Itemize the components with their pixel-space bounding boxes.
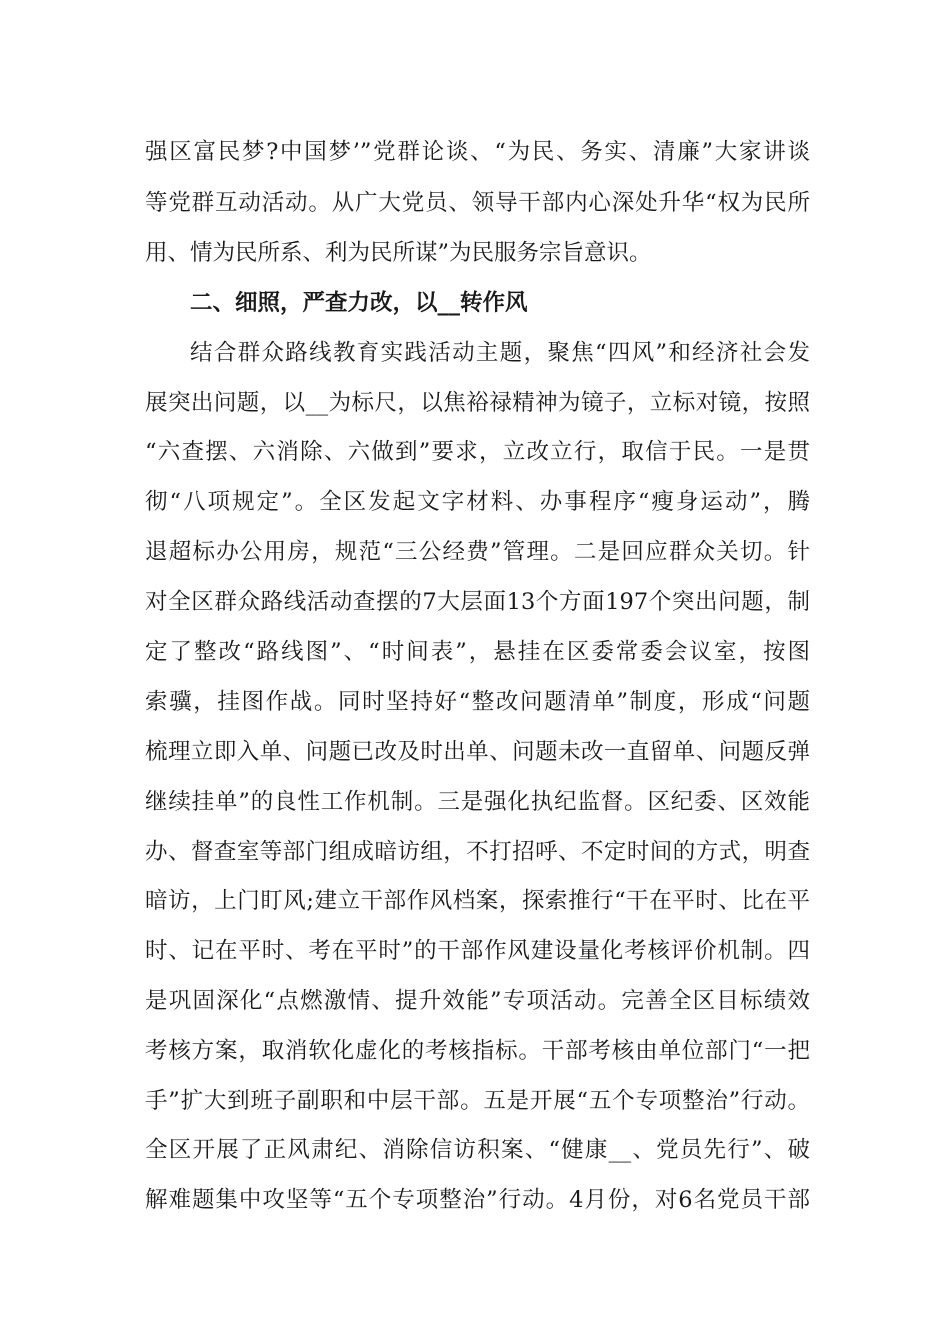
paragraph-line: 等党群互动活动。从广大党员、领导干部内心深处升华“权为民所 — [145, 190, 810, 216]
paragraph-line: 展突出问题，以__为标尺，以焦裕禄精神为镜子，立标对镜，按照 — [145, 390, 810, 416]
paragraph-line: 索骥，挂图作战。同时坚持好“整改问题清单”制度，形成“问题 — [145, 689, 810, 715]
paragraph-line: 继续挂单”的良性工作机制。三是强化执纪监督。区纪委、区效能 — [145, 789, 810, 815]
paragraph-line: 定了整改“路线图”、“时间表”，悬挂在区委常委会议室，按图 — [145, 639, 810, 665]
paragraph-line: 彻“八项规定”。全区发起文字材料、办事程序“瘦身运动”，腾 — [145, 489, 810, 515]
paragraph-line: 对全区群众路线活动查摆的7大层面13个方面197个突出问题，制 — [145, 589, 810, 615]
paragraph-line: 办、督查室等部门组成暗访组，不打招呼、不定时间的方式，明查 — [145, 839, 810, 865]
paragraph-line: 考核方案，取消软化虚化的考核指标。干部考核由单位部门“一把 — [145, 1038, 810, 1064]
paragraph-line: 结合群众路线教育实践活动主题，聚焦“四风”和经济社会发 — [190, 340, 810, 366]
paragraph-line: 全区开展了正风肃纪、消除信访积案、“健康__、党员先行”、破 — [145, 1137, 810, 1163]
paragraph-line: 手”扩大到班子副职和中层干部。五是开展“五个专项整治”行动。 — [145, 1088, 810, 1114]
paragraph-line: 梳理立即入单、问题已改及时出单、问题未改一直留单、问题反弹 — [145, 739, 810, 765]
paragraph-line: 时、记在平时、考在平时”的干部作风建设量化考核评价机制。四 — [145, 938, 810, 964]
paragraph-line: “六查摆、六消除、六做到”要求，立改立行，取信于民。一是贯 — [145, 439, 810, 465]
paragraph-line: 用、情为民所系、利为民所谋”为民服务宗旨意识。 — [145, 240, 652, 266]
paragraph-line: 是巩固深化“点燃激情、提升效能”专项活动。完善全区目标绩效 — [145, 988, 810, 1014]
paragraph-line: 暗访，上门盯风;建立干部作风档案，探索推行“干在平时、比在平 — [145, 888, 810, 914]
paragraph-line: 解难题集中攻坚等“五个专项整治”行动。4月份，对6名党员干部 — [145, 1187, 810, 1213]
paragraph-line: 退超标办公用房，规范“三公经费”管理。二是回应群众关切。针 — [145, 539, 810, 565]
paragraph-line: 强区富民梦?中国梦’”党群论谈、“为民、务实、清廉”大家讲谈 — [145, 139, 810, 165]
section-heading: 二、细照，严查力改，以__转作风 — [190, 290, 528, 316]
